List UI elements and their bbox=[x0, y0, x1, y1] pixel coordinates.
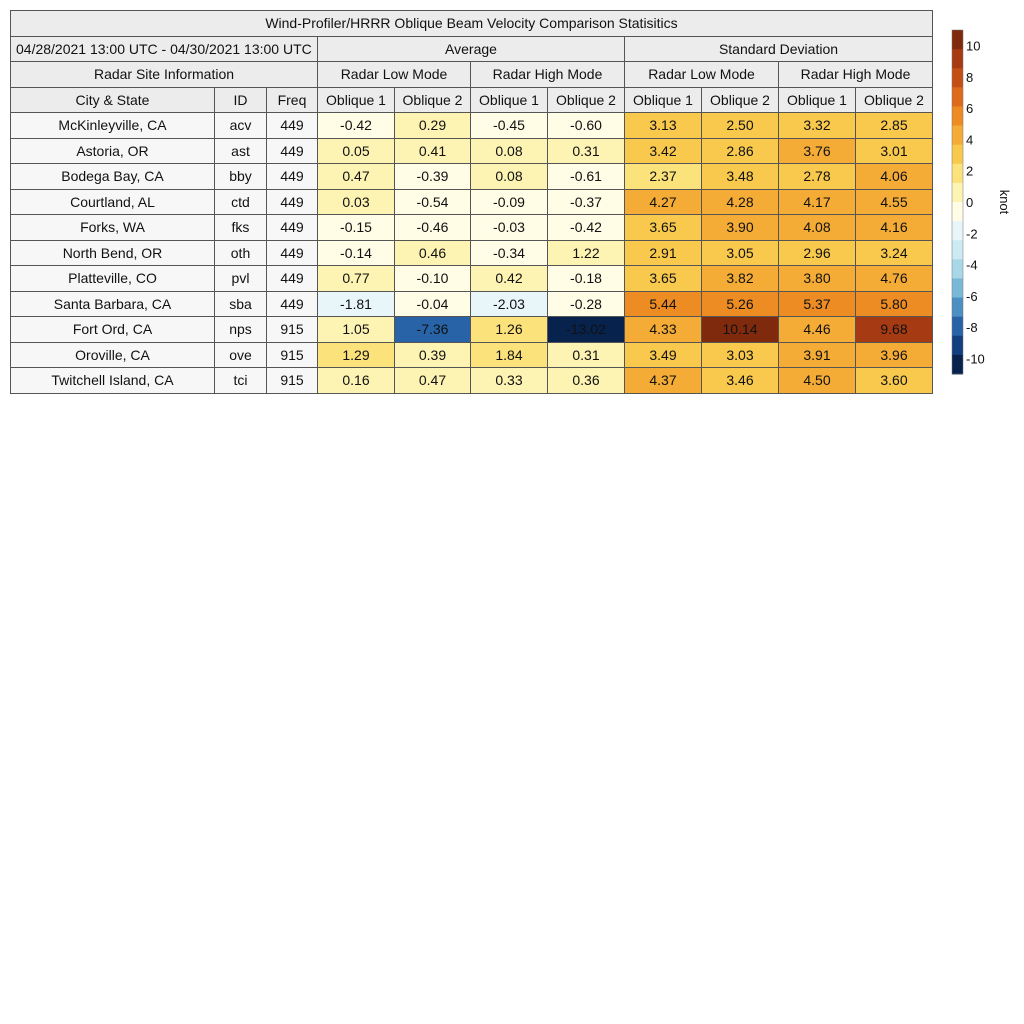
colorbar-segment bbox=[952, 126, 963, 146]
value-cell: 5.80 bbox=[856, 291, 933, 317]
colorbar-segment bbox=[952, 202, 963, 222]
site-id: ove bbox=[215, 342, 267, 368]
value-cell: -7.36 bbox=[395, 317, 471, 343]
colorbar-segment bbox=[952, 355, 963, 375]
value-cell: 0.31 bbox=[548, 138, 625, 164]
value-cell: 3.80 bbox=[779, 266, 856, 292]
site-city: Forks, WA bbox=[11, 215, 215, 241]
stats-table bbox=[10, 10, 933, 394]
value-cell: 3.91 bbox=[779, 342, 856, 368]
site-freq: 915 bbox=[267, 342, 318, 368]
group-header-average: Average bbox=[318, 36, 625, 62]
colorbar-segment bbox=[952, 30, 963, 50]
colorbar-segment bbox=[952, 317, 963, 337]
colorbar-segment bbox=[952, 183, 963, 203]
site-id: ctd bbox=[215, 189, 267, 215]
site-freq: 449 bbox=[267, 266, 318, 292]
site-freq: 449 bbox=[267, 240, 318, 266]
site-city: Twitchell Island, CA bbox=[11, 368, 215, 394]
value-cell: 3.65 bbox=[625, 266, 702, 292]
mode-header: Radar Low Mode bbox=[318, 62, 471, 88]
value-cell: -0.10 bbox=[395, 266, 471, 292]
title-row bbox=[11, 11, 933, 37]
value-cell: 9.68 bbox=[856, 317, 933, 343]
colorbar-tick-label: 10 bbox=[966, 38, 981, 54]
value-cell: 0.47 bbox=[395, 368, 471, 394]
value-cell: 4.27 bbox=[625, 189, 702, 215]
site-id: ast bbox=[215, 138, 267, 164]
colorbar-tick-label: -10 bbox=[966, 351, 985, 367]
site-city: Courtland, AL bbox=[11, 189, 215, 215]
value-cell: 0.41 bbox=[395, 138, 471, 164]
colorbar-segment bbox=[952, 259, 963, 279]
value-cell: 0.29 bbox=[395, 113, 471, 139]
site-freq: 449 bbox=[267, 138, 318, 164]
value-cell: 10.14 bbox=[702, 317, 779, 343]
mode-header: Radar High Mode bbox=[779, 62, 933, 88]
value-cell: 2.86 bbox=[702, 138, 779, 164]
value-cell: -0.03 bbox=[471, 215, 548, 241]
colorbar-tick-label: -4 bbox=[966, 257, 978, 273]
value-cell: 0.46 bbox=[395, 240, 471, 266]
value-cell: -0.09 bbox=[471, 189, 548, 215]
value-cell: 0.77 bbox=[318, 266, 395, 292]
table-row bbox=[11, 215, 933, 241]
value-cell: 3.65 bbox=[625, 215, 702, 241]
value-cell: 0.39 bbox=[395, 342, 471, 368]
colorbar-segment bbox=[952, 87, 963, 107]
value-cell: 4.06 bbox=[856, 164, 933, 190]
value-cell: 3.01 bbox=[856, 138, 933, 164]
table-row bbox=[11, 164, 933, 190]
value-cell: 4.50 bbox=[779, 368, 856, 394]
column-header: Oblique 1 bbox=[471, 87, 548, 113]
site-freq: 449 bbox=[267, 291, 318, 317]
table-row bbox=[11, 266, 933, 292]
colorbar-tick-label: -8 bbox=[966, 320, 978, 336]
value-cell: -0.39 bbox=[395, 164, 471, 190]
value-cell: 1.84 bbox=[471, 342, 548, 368]
table-row bbox=[11, 189, 933, 215]
site-id: nps bbox=[215, 317, 267, 343]
value-cell: 4.16 bbox=[856, 215, 933, 241]
column-header: City & State bbox=[11, 87, 215, 113]
value-cell: 0.47 bbox=[318, 164, 395, 190]
table-row bbox=[11, 113, 933, 139]
value-cell: 3.90 bbox=[702, 215, 779, 241]
colorbar-tick-label: 0 bbox=[966, 195, 974, 210]
value-cell: 2.96 bbox=[779, 240, 856, 266]
colorbar-tick-label: 2 bbox=[966, 163, 974, 179]
site-id: sba bbox=[215, 291, 267, 317]
column-header: Oblique 1 bbox=[779, 87, 856, 113]
value-cell: 3.03 bbox=[702, 342, 779, 368]
colorbar-segment bbox=[952, 164, 963, 184]
value-cell: 3.96 bbox=[856, 342, 933, 368]
value-cell: 3.48 bbox=[702, 164, 779, 190]
value-cell: 2.78 bbox=[779, 164, 856, 190]
value-cell: -0.46 bbox=[395, 215, 471, 241]
site-id: oth bbox=[215, 240, 267, 266]
site-freq: 449 bbox=[267, 215, 318, 241]
colorbar-segment bbox=[952, 240, 963, 260]
site-city: Platteville, CO bbox=[11, 266, 215, 292]
value-cell: 3.46 bbox=[702, 368, 779, 394]
column-header: Oblique 2 bbox=[702, 87, 779, 113]
site-city: McKinleyville, CA bbox=[11, 113, 215, 139]
value-cell: -0.28 bbox=[548, 291, 625, 317]
colorbar-segment bbox=[952, 278, 963, 298]
value-cell: 0.42 bbox=[471, 266, 548, 292]
value-cell: 0.03 bbox=[318, 189, 395, 215]
colorbar-tick-label: 6 bbox=[966, 101, 974, 117]
column-header: Oblique 1 bbox=[318, 87, 395, 113]
colorbar-label: knot bbox=[997, 189, 1012, 215]
mode-header: Radar High Mode bbox=[471, 62, 625, 88]
site-freq: 915 bbox=[267, 368, 318, 394]
value-cell: -0.61 bbox=[548, 164, 625, 190]
site-info-header: Radar Site Information bbox=[11, 62, 318, 88]
table-row bbox=[11, 291, 933, 317]
value-cell: 4.17 bbox=[779, 189, 856, 215]
colorbar-tick-label: 8 bbox=[966, 69, 974, 85]
group-header-row bbox=[11, 36, 933, 62]
site-city: Santa Barbara, CA bbox=[11, 291, 215, 317]
site-id: fks bbox=[215, 215, 267, 241]
value-cell: 0.33 bbox=[471, 368, 548, 394]
value-cell: 3.82 bbox=[702, 266, 779, 292]
site-freq: 449 bbox=[267, 113, 318, 139]
colorbar-tick-label: -6 bbox=[966, 288, 978, 304]
table-row bbox=[11, 240, 933, 266]
value-cell: 4.28 bbox=[702, 189, 779, 215]
site-city: Astoria, OR bbox=[11, 138, 215, 164]
value-cell: 3.13 bbox=[625, 113, 702, 139]
value-cell: -0.60 bbox=[548, 113, 625, 139]
site-id: tci bbox=[215, 368, 267, 394]
value-cell: 5.26 bbox=[702, 291, 779, 317]
colorbar-segment bbox=[952, 106, 963, 126]
site-city: Fort Ord, CA bbox=[11, 317, 215, 343]
value-cell: 2.91 bbox=[625, 240, 702, 266]
value-cell: 4.55 bbox=[856, 189, 933, 215]
value-cell: 1.29 bbox=[318, 342, 395, 368]
value-cell: 1.05 bbox=[318, 317, 395, 343]
value-cell: 2.50 bbox=[702, 113, 779, 139]
value-cell: 3.76 bbox=[779, 138, 856, 164]
value-cell: 4.33 bbox=[625, 317, 702, 343]
value-cell: 0.08 bbox=[471, 138, 548, 164]
value-cell: 3.32 bbox=[779, 113, 856, 139]
value-cell: -0.14 bbox=[318, 240, 395, 266]
value-cell: 0.36 bbox=[548, 368, 625, 394]
value-cell: 3.49 bbox=[625, 342, 702, 368]
column-header: ID bbox=[215, 87, 267, 113]
mode-header: Radar Low Mode bbox=[625, 62, 779, 88]
value-cell: -0.42 bbox=[318, 113, 395, 139]
colorbar-segment bbox=[952, 298, 963, 318]
value-cell: -0.15 bbox=[318, 215, 395, 241]
value-cell: 3.24 bbox=[856, 240, 933, 266]
value-cell: 1.26 bbox=[471, 317, 548, 343]
value-cell: -2.03 bbox=[471, 291, 548, 317]
value-cell: -0.04 bbox=[395, 291, 471, 317]
value-cell: -0.54 bbox=[395, 189, 471, 215]
value-cell: 3.60 bbox=[856, 368, 933, 394]
value-cell: 2.85 bbox=[856, 113, 933, 139]
site-city: Oroville, CA bbox=[11, 342, 215, 368]
site-freq: 915 bbox=[267, 317, 318, 343]
colorbar bbox=[950, 28, 1020, 378]
table-row bbox=[11, 342, 933, 368]
colorbar-segment bbox=[952, 49, 963, 69]
value-cell: 0.05 bbox=[318, 138, 395, 164]
table-title: Wind-Profiler/HRRR Oblique Beam Velocity Comparison Statisitics bbox=[11, 11, 933, 37]
value-cell: -0.18 bbox=[548, 266, 625, 292]
column-header-row bbox=[11, 87, 933, 113]
table-row bbox=[11, 368, 933, 394]
column-header: Oblique 2 bbox=[395, 87, 471, 113]
value-cell: 3.42 bbox=[625, 138, 702, 164]
colorbar-segment bbox=[952, 68, 963, 88]
value-cell: -0.37 bbox=[548, 189, 625, 215]
table-row bbox=[11, 317, 933, 343]
value-cell: 0.31 bbox=[548, 342, 625, 368]
column-header: Oblique 2 bbox=[548, 87, 625, 113]
value-cell: 1.22 bbox=[548, 240, 625, 266]
value-cell: -0.34 bbox=[471, 240, 548, 266]
value-cell: 2.37 bbox=[625, 164, 702, 190]
value-cell: 4.08 bbox=[779, 215, 856, 241]
site-id: pvl bbox=[215, 266, 267, 292]
value-cell: 4.37 bbox=[625, 368, 702, 394]
colorbar-tick-label: -2 bbox=[966, 226, 978, 242]
value-cell: 4.46 bbox=[779, 317, 856, 343]
value-cell: -1.81 bbox=[318, 291, 395, 317]
colorbar-segment bbox=[952, 336, 963, 356]
value-cell: 0.16 bbox=[318, 368, 395, 394]
group-header-stddev: Standard Deviation bbox=[625, 36, 933, 62]
value-cell: 5.44 bbox=[625, 291, 702, 317]
site-city: North Bend, OR bbox=[11, 240, 215, 266]
site-freq: 449 bbox=[267, 189, 318, 215]
table-row bbox=[11, 138, 933, 164]
value-cell: 0.08 bbox=[471, 164, 548, 190]
value-cell: -13.02 bbox=[548, 317, 625, 343]
column-header: Oblique 2 bbox=[856, 87, 933, 113]
value-cell: 4.76 bbox=[856, 266, 933, 292]
time-period: 04/28/2021 13:00 UTC - 04/30/2021 13:00 UTC bbox=[11, 36, 318, 62]
value-cell: -0.45 bbox=[471, 113, 548, 139]
value-cell: 3.05 bbox=[702, 240, 779, 266]
colorbar-tick-label: 4 bbox=[966, 132, 974, 148]
colorbar-segment bbox=[952, 221, 963, 241]
column-header: Oblique 1 bbox=[625, 87, 702, 113]
colorbar-segment bbox=[952, 145, 963, 165]
value-cell: -0.42 bbox=[548, 215, 625, 241]
mode-header-row bbox=[11, 62, 933, 88]
site-freq: 449 bbox=[267, 164, 318, 190]
site-id: acv bbox=[215, 113, 267, 139]
site-id: bby bbox=[215, 164, 267, 190]
column-header: Freq bbox=[267, 87, 318, 113]
site-city: Bodega Bay, CA bbox=[11, 164, 215, 190]
value-cell: 5.37 bbox=[779, 291, 856, 317]
